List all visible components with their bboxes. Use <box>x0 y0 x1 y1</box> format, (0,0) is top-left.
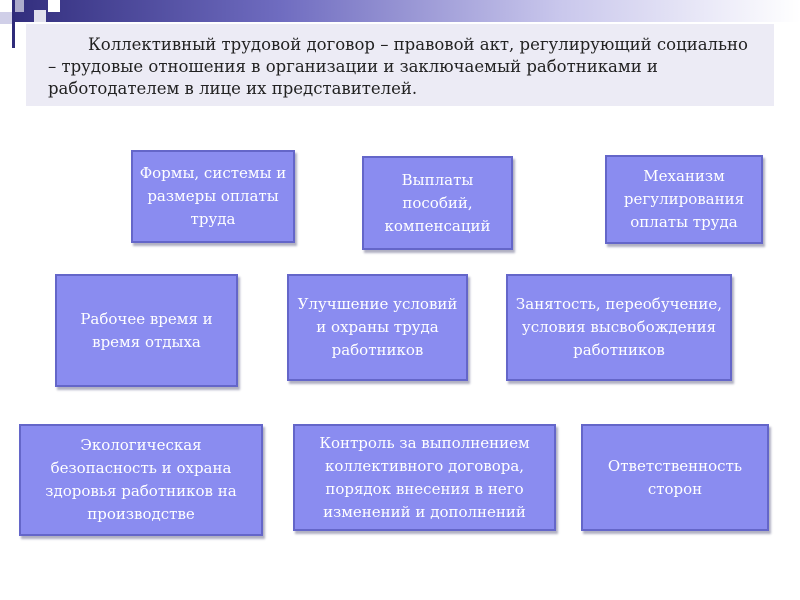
header-square <box>34 10 46 22</box>
box-pay-mechanism <box>605 155 763 244</box>
box-work-time <box>55 274 238 387</box>
box-employment <box>506 274 732 381</box>
box-pay-mechanism-label: Механизм регулирования оплаты труда <box>623 167 745 231</box>
box-work-time-label: Рабочее время и время отдыха <box>80 309 213 351</box>
box-payments <box>362 156 513 250</box>
definition-text: Коллективный трудовой договор – правовой акт, регулирующий социально – трудовые отношения в организации и заключаемый работниками и работодателем в лице их представителей. <box>26 24 774 106</box>
box-labor-conditions-label: Улучшение условий и охраны труда работников <box>297 295 458 359</box>
box-control <box>293 424 556 531</box>
header-square <box>0 0 12 12</box>
box-employment-label: Занятость, переобучение, условия высвобождения работников <box>515 295 723 359</box>
box-control-label: Контроль за выполнением коллективного договора, порядок внесения в него изменений и дополнений <box>319 433 530 521</box>
header-square <box>0 12 12 24</box>
box-responsibility-label: Ответственность сторон <box>607 456 743 498</box>
header-vertical-line <box>12 0 15 48</box>
box-pay-forms <box>131 150 295 243</box>
box-responsibility <box>581 424 769 531</box>
header-band <box>0 0 800 22</box>
box-payments-label: Выплаты пособий, компенсаций <box>384 170 491 235</box>
box-ecology-label: Экологическая безопасность и охрана здоровья работников на производстве <box>45 436 237 523</box>
box-ecology <box>19 424 263 536</box>
box-pay-forms-label: Формы, системы и размеры оплаты труда <box>139 164 287 228</box>
header-square <box>48 0 60 12</box>
box-labor-conditions <box>287 274 468 381</box>
